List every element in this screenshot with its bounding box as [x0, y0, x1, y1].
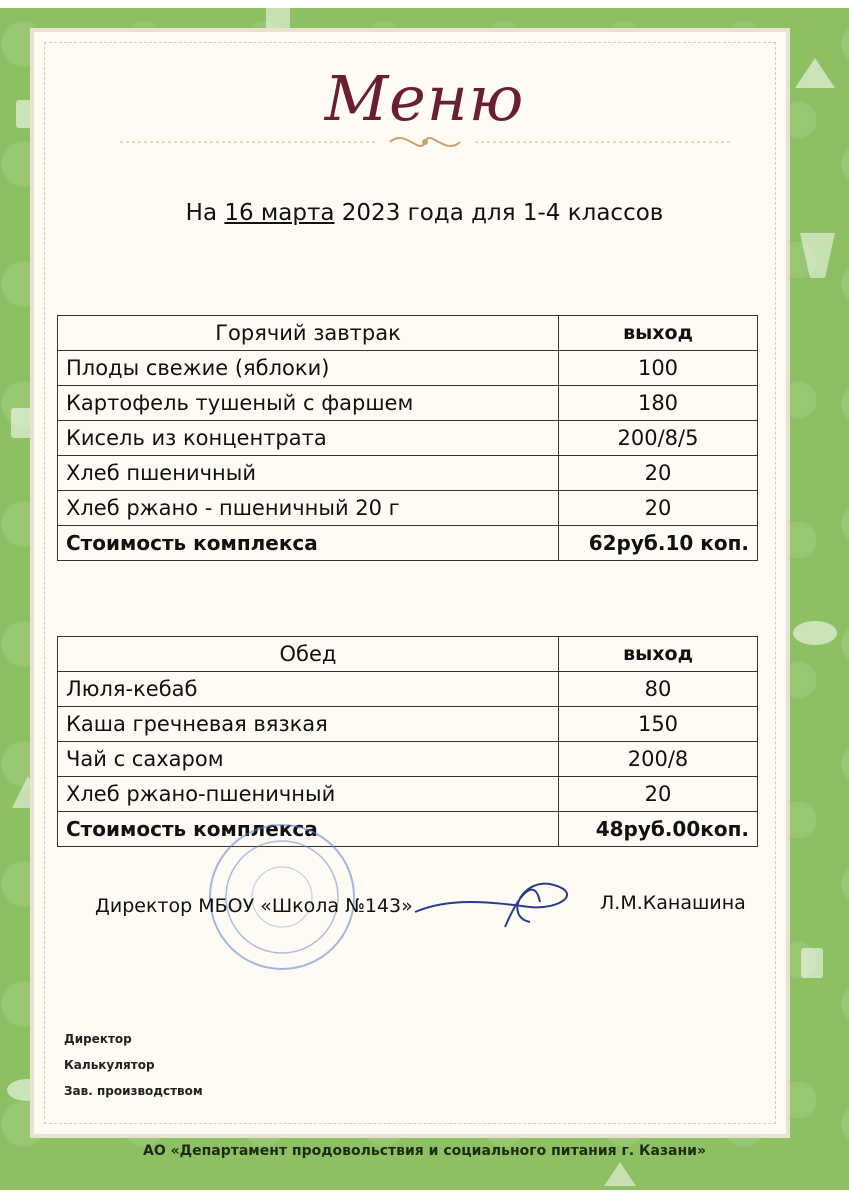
total-row	[58, 526, 758, 561]
dish-yield: 80	[559, 672, 758, 707]
dish-yield: 180	[559, 386, 758, 421]
dish-name: Хлеб ржано - пшеничный 20 г	[58, 491, 559, 526]
menu-subtitle	[0, 200, 849, 226]
cup-icon	[795, 938, 835, 988]
director-name: Л.М.Канашина	[600, 892, 746, 914]
director-position: Директор МБОУ «Школа №143»	[95, 895, 413, 917]
total-price: 48руб.00коп.	[559, 812, 758, 847]
breakfast-table	[57, 315, 758, 561]
yield-header: выход	[559, 316, 758, 351]
dish-name: Кисель из концентрата	[58, 421, 559, 456]
menu-card	[30, 28, 790, 1138]
table-row	[58, 456, 758, 491]
total-price: 62руб.10 коп.	[559, 526, 758, 561]
ornament-divider	[120, 128, 730, 158]
breakfast-heading: Горячий завтрак	[58, 316, 559, 351]
table-row	[58, 672, 758, 707]
dish-yield: 20	[559, 456, 758, 491]
page-title: Меню	[324, 62, 525, 135]
approval-director: Директор	[64, 1032, 132, 1046]
dish-yield: 20	[559, 777, 758, 812]
dish-yield: 150	[559, 707, 758, 742]
table-row	[58, 351, 758, 386]
lunch-heading: Обед	[58, 637, 559, 672]
lunch-table	[57, 636, 758, 847]
dish-yield: 200/8	[559, 742, 758, 777]
subtitle-suffix: 2023 года для 1-4 классов	[334, 200, 664, 226]
table-row	[58, 421, 758, 456]
table-row	[58, 707, 758, 742]
signature-mark	[410, 872, 590, 932]
table-row	[58, 742, 758, 777]
table-row	[58, 777, 758, 812]
dish-name: Плоды свежие (яблоки)	[58, 351, 559, 386]
approval-calculator: Калькулятор	[64, 1058, 155, 1072]
table-header-row	[58, 637, 758, 672]
table-header-row	[58, 316, 758, 351]
total-row	[58, 812, 758, 847]
table-row	[58, 491, 758, 526]
glass-icon	[795, 228, 840, 288]
cake-icon	[600, 1158, 640, 1188]
total-label: Стоимость комплекса	[58, 812, 559, 847]
dish-name: Картофель тушеный с фаршем	[58, 386, 559, 421]
dish-name: Каша гречневая вязкая	[58, 707, 559, 742]
dish-yield: 200/8/5	[559, 421, 758, 456]
subtitle-prefix: На	[185, 200, 225, 226]
total-label: Стоимость комплекса	[58, 526, 559, 561]
approval-production: Зав. производством	[64, 1084, 203, 1098]
menu-date: 16 марта	[224, 200, 335, 226]
dish-name: Хлеб пшеничный	[58, 456, 559, 491]
dish-icon	[790, 608, 840, 648]
dish-yield: 20	[559, 491, 758, 526]
table-row	[58, 386, 758, 421]
dish-name: Чай с сахаром	[58, 742, 559, 777]
dish-name: Хлеб ржано-пшеничный	[58, 777, 559, 812]
dish-name: Люля-кебаб	[58, 672, 559, 707]
dish-yield: 100	[559, 351, 758, 386]
yield-header: выход	[559, 637, 758, 672]
organization-footer: АО «Департамент продовольствия и социального питания г. Казани»	[142, 1143, 707, 1159]
